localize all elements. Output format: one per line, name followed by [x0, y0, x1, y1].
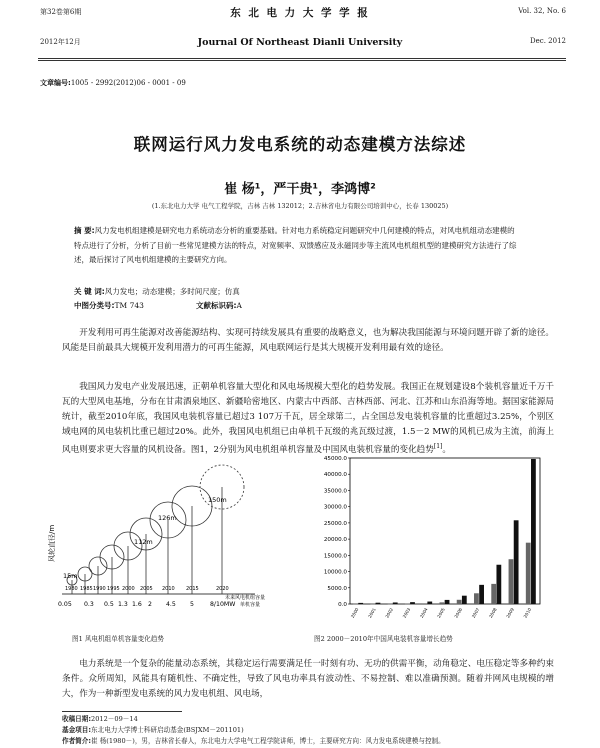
fig2-bar-0-9 — [509, 559, 514, 604]
fig2-xtick-label-6: 2006 — [453, 607, 464, 619]
fig1-capacity-4: 1.3 — [118, 601, 128, 608]
fig2-bar-0-10 — [526, 543, 531, 604]
figure-1 — [50, 462, 300, 617]
fig2-bar-1-6 — [462, 596, 467, 604]
fig1-year-3: 1990 — [93, 586, 106, 592]
fig2-bar-0-8 — [491, 584, 496, 604]
fig2-bar-1-4 — [427, 602, 432, 604]
fig1-rotor-label-1: 15m — [63, 572, 78, 580]
fig2-bar-1-1 — [376, 603, 381, 604]
affiliation: (1.东北电力大学 电气工程学院，吉林 吉林 132012；2.吉林省电力有限公司培训中心，长春 130025) — [151, 202, 449, 210]
fig2-ytick-label-9: 45000.0 — [323, 456, 347, 462]
keywords-label: 关 键 词: — [74, 287, 105, 296]
doc-code-label: 文献标识码: — [196, 301, 237, 310]
keywords — [74, 285, 520, 299]
abstract-text: 风力发电机组建模是研究电力系统动态分析的重要基础。针对电力系统稳定问题研究中几何建模的特点，对风电机组动态建模的特点进行了分析，分析了目前一些常见建模方法的特点，对宽频率、双馈感应及永磁同步等主流风电机组机型的建模研究方法进行了综述，最后探讨了风电机组建模的主要研究方向。 — [74, 226, 517, 264]
fig2-ytick-label-4: 20000.0 — [323, 537, 347, 544]
fig2-xtick-label-8: 2008 — [488, 607, 498, 619]
fig2-xtick-label-10: 2010 — [522, 607, 533, 619]
fig1-year-9: 2020 — [216, 586, 229, 592]
fig1-rotor-label-4: 150m — [208, 496, 227, 504]
date-cn: 2012年12月 — [40, 38, 81, 46]
date-en: Dec. 2012 — [530, 37, 566, 45]
fund-value: 东北电力大学博士科研启动基金(BSJXM－201101) — [91, 726, 244, 734]
fig1-turbines — [67, 465, 244, 594]
journal-name-cn: 东 北 电 力 大 学 学 报 — [230, 7, 370, 19]
fig2-bar-1-9 — [514, 520, 519, 604]
clc-label: 中图分类号: — [74, 301, 115, 310]
paper-title: 联网运行风力发电系统的动态建模方法综述 — [133, 135, 467, 154]
article-number — [40, 78, 186, 88]
article-number-value: 1005 - 2992(2012)06 - 0001 - 09 — [70, 79, 186, 87]
fig2-ytick-label-5: 25000.0 — [323, 520, 347, 527]
volume-en: Vol. 32, No. 6 — [518, 7, 566, 15]
footnote-rule — [62, 711, 182, 712]
keywords-text: 风力发电；动态建模；多时间尺度；仿真 — [104, 287, 240, 296]
received-label: 收稿日期: — [62, 715, 92, 723]
fig1-rotor-label-3: 126m — [158, 514, 177, 522]
fig1-capacity-3: 0.5 — [104, 601, 114, 608]
fig1-capacity-6: 2 — [148, 601, 152, 608]
fig1-capacity-9: 8/10MW — [210, 601, 236, 608]
fig1-rotor-label-2: 112m — [134, 538, 153, 546]
fig1-years — [65, 586, 229, 592]
fig2-bar-0-3 — [405, 604, 410, 605]
figure-2-chart — [300, 452, 554, 622]
fig2-ytick-label-6: 30000.0 — [323, 504, 347, 511]
fig2-bar-1-10 — [531, 459, 536, 604]
fig1-future-label: 未来风电机组容量 — [225, 595, 266, 601]
fig1-year-7: 2010 — [162, 586, 175, 592]
fig2-ytick-label-8: 40000.0 — [323, 472, 347, 479]
fig2-bar-0-5 — [439, 602, 444, 604]
received-value: 2012－09－14 — [91, 715, 138, 723]
fig2-bar-1-5 — [445, 600, 450, 604]
fig1-capacity-7: 4.5 — [166, 601, 176, 608]
figure-2-caption: 图2 2000－2010年中国风电装机容量增长趋势 — [314, 635, 453, 643]
fig2-xtick-label-3: 2003 — [401, 607, 412, 619]
fund-label: 基金项目: — [62, 726, 92, 734]
fig1-capacities — [58, 601, 235, 608]
fig2-bar-1-8 — [496, 565, 501, 604]
authors: 崔 杨¹，严干贵¹，李鸿博² — [224, 182, 376, 197]
document-code — [196, 299, 242, 313]
article-number-label: 文章编号: — [40, 79, 71, 87]
fig2-ytick-label-7: 35000.0 — [323, 488, 347, 495]
fig2-bar-1-7 — [479, 585, 484, 604]
fig1-capacity-1: 0.05 — [58, 601, 72, 608]
fig2-ytick-label-3: 15000.0 — [323, 553, 347, 560]
classification — [74, 299, 144, 313]
fig2-bar-1-2 — [393, 602, 398, 604]
citation-ref: [1] — [433, 442, 443, 450]
doc-code-value: A — [236, 301, 242, 310]
body-paragraph-2-text: 我国风力发电产业发展迅速，正朝单机容量大型化和风电场规模大型化的趋势发展。我国正在规划建设8个装机容量近千万千瓦的大型风电基地，分布在甘肃酒泉地区、新疆哈密地区、内蒙古中西部、吉林西部、河北、江苏和山东沿海等地。据国家能源局统计，截至2010年底，我国风电装机容量已超过3 107万千瓦，居全球第二，占全国总发电装机容量的比重超过3.25%，个别区域电网的风电装机比重已超过20%。此外，我国风电机组已由单机千瓦级的兆瓦级过渡，1.5－2 MW的风机已成为主流，前海上风电则要求更大容量的风机设备。图1，2分别为风电机组单机容量及中国风电装机容量的变化趋势 — [62, 382, 554, 455]
volume-cn: 第32卷第6期 — [40, 8, 82, 16]
abstract-label: 摘 要: — [74, 226, 95, 235]
body-paragraph-2: 我国风力发电产业发展迅速，正朝单机容量大型化和风电场规模大型化的趋势发展。我国正在规划建设8个装机容量近千万千瓦的大型风电基地，分布在甘肃酒泉地区、新疆哈密地区、内蒙古中西部、吉林西部、河北、江苏和山东沿海等地。据国家能源局统计，截至2010年底，我国风电装机容量已超过3 107万千瓦，居全球第二，占全国总发电装机容量的比重超过3.25%，个别区域电网的风电装机比重已超过20%。此外，我国风电机组已由单机千瓦级的兆瓦级过渡，1.5－2 MW的风机已成为主流，前海上风电则要求更大容量的风机设备。图1，2分别为风电机组单机容量及中国风电装机容量的变化趋势[1]。 — [62, 382, 554, 455]
fig2-bar-0-7 — [474, 593, 479, 604]
journal-name-en: Journal Of Northeast Dianli University — [197, 37, 403, 48]
fig1-ylabel: 风轮直径/m — [48, 524, 56, 562]
fig1-year-2: 1985 — [80, 586, 93, 592]
fig2-ytick-label-1: 5000.0 — [327, 585, 347, 592]
header-rule-2 — [38, 60, 566, 61]
fig2-xtick-label-1: 2001 — [367, 607, 377, 619]
fig2-xtick-label-9: 2009 — [505, 607, 515, 619]
fig2-xtick-label-5: 2005 — [436, 607, 446, 619]
body-paragraph-1: 开发利用可再生能源对改善能源结构、实现可持续发展具有重要的战略意义，也为解决我国能源与环境问题开辟了新的途径。风能是目前最具大规模开发利用潜力的可再生能源，风电联网运行是其大规模开发利用最有效的途径。 — [62, 328, 554, 353]
abstract — [74, 224, 520, 268]
fig2-bar-0-0 — [353, 604, 358, 605]
fig2-xtick-label-7: 2007 — [470, 607, 481, 619]
fig2-xtick-label-4: 2004 — [418, 607, 429, 619]
fig1-year-4: 1995 — [107, 586, 120, 592]
fig2-bar-0-1 — [370, 604, 375, 605]
fig2-bar-1-0 — [358, 603, 363, 604]
fig2-xtick-label-2: 2002 — [384, 607, 395, 619]
fig1-capacity-5: 1.6 — [132, 601, 142, 608]
body-paragraph-3: 电力系统是一个复杂的能量动态系统，其稳定运行需要满足任一时刻有功、无功的供需平衡，动角稳定、电压稳定等多种约束条件。众所周知，风能具有随机性、不确定性，导致了风电功率具有波动性、不易控制、难以准确预测。随着并网风电规模的增大，作为一种新型发电系统的风力发电机组、风电场， — [62, 659, 554, 699]
fig2-bar-0-4 — [422, 603, 427, 604]
fig1-capacity-2: 0.3 — [84, 601, 94, 608]
fig2-bar-0-2 — [388, 604, 393, 605]
fig1-year-1: 1980 — [65, 586, 78, 592]
fig2-bar-1-3 — [410, 602, 415, 604]
bio-label: 作者简介: — [62, 737, 92, 745]
fig1-year-8: 2015 — [186, 586, 199, 592]
footnote-bio — [62, 735, 554, 748]
fig1-year-6: 2005 — [140, 586, 153, 592]
fig2-ytick-label-2: 10000.0 — [323, 569, 347, 576]
fig1-note: 单机容量 — [240, 602, 261, 608]
fig1-capacity-8: 5 — [190, 601, 194, 608]
clc-value: TM 743 — [114, 301, 144, 310]
fig2-bar-0-6 — [457, 600, 462, 604]
fig2-xtick-label-0: 2000 — [349, 607, 360, 619]
fig2-ytick-label-0: 0.0 — [338, 602, 347, 608]
header-rule — [38, 58, 566, 59]
figure-1-caption: 图1 风电机组单机容量变化趋势 — [72, 635, 165, 643]
fig1-year-5: 2000 — [122, 586, 135, 592]
bio-value: 崔 杨(1980－)，男，吉林省长春人，东北电力大学电气工程学院讲师，博士，主要研究方向：风力发电系统建模与控制。 — [91, 737, 445, 745]
